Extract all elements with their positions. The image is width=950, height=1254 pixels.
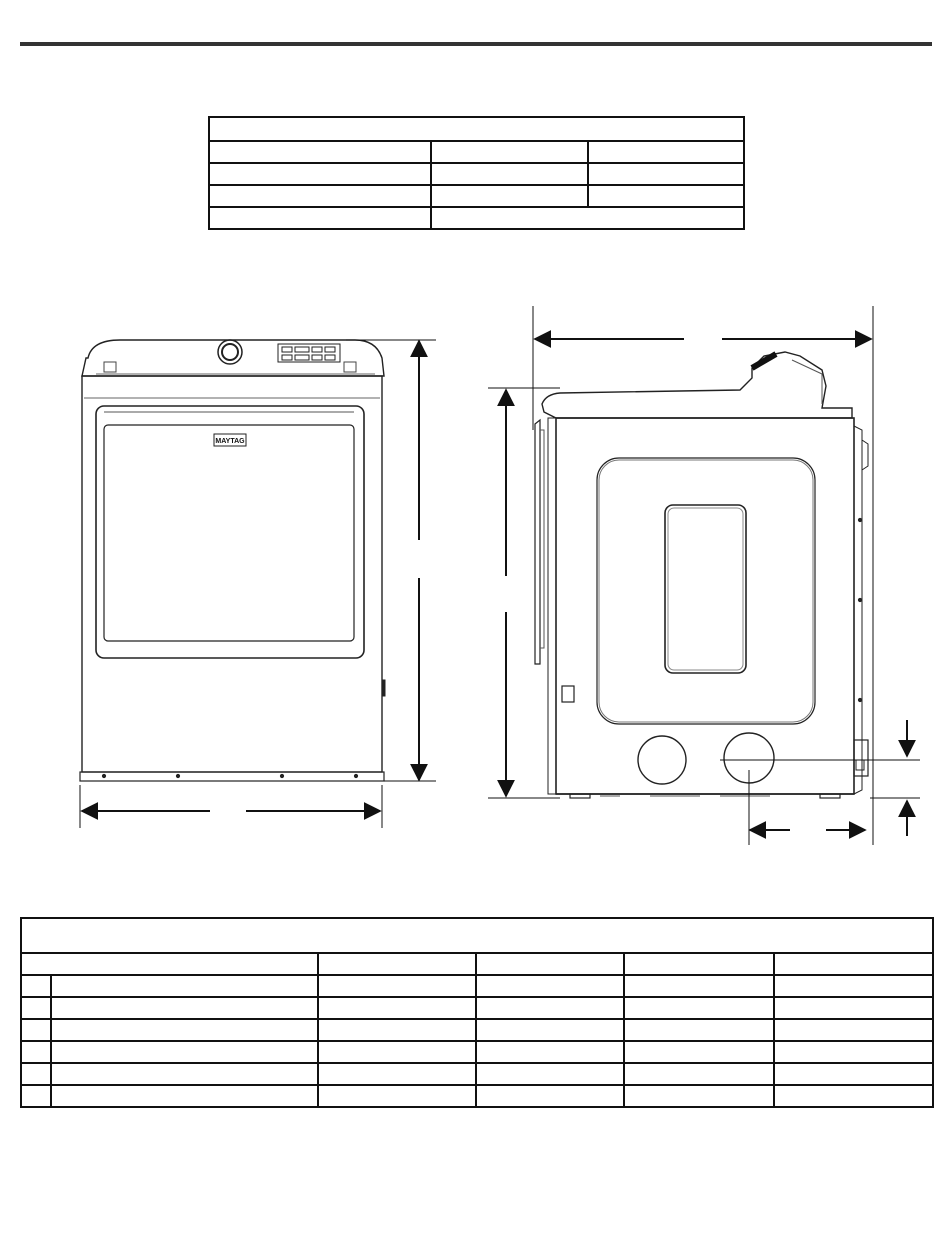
dims-cell [318, 1063, 476, 1085]
spec-table-title [209, 117, 744, 141]
dims-cell [318, 997, 476, 1019]
front-base [80, 772, 384, 781]
dims-cell [774, 975, 933, 997]
dims-cell [624, 1063, 774, 1085]
spec-cell [588, 141, 744, 163]
dims-cell [774, 1019, 933, 1041]
dims-cell [476, 1063, 624, 1085]
spec-cell [431, 163, 588, 185]
dimensions-table-title [21, 918, 933, 953]
dims-cell [318, 975, 476, 997]
table-row [21, 997, 933, 1019]
dims-cell [21, 997, 51, 1019]
dimensions-table-header [21, 953, 933, 975]
dims-header-cell [624, 953, 774, 975]
dims-cell [21, 975, 51, 997]
spec-table [208, 116, 745, 230]
dimensions-table [20, 917, 934, 1108]
spec-cell [431, 207, 744, 229]
spec-table-row [209, 185, 744, 207]
dims-cell [21, 1041, 51, 1063]
side-console [542, 352, 852, 418]
dims-header-cell [21, 953, 318, 975]
dims-cell [51, 1019, 318, 1041]
vent-opening-left-icon [638, 736, 686, 784]
dims-header-cell [476, 953, 624, 975]
dims-cell [318, 1041, 476, 1063]
table-row [21, 1085, 933, 1107]
dims-cell [624, 997, 774, 1019]
dims-cell [21, 1019, 51, 1041]
front-view-dryer [80, 340, 385, 781]
dims-cell [624, 1085, 774, 1107]
dims-cell [318, 1085, 476, 1107]
spec-table-row [209, 141, 744, 163]
spec-cell [431, 141, 588, 163]
spec-table-row [209, 163, 744, 185]
dims-cell [624, 1041, 774, 1063]
dryer-dimension-drawings [0, 290, 950, 850]
side-view-dryer [535, 352, 868, 798]
table-row [21, 975, 933, 997]
dims-header-cell [774, 953, 933, 975]
spec-cell [209, 141, 431, 163]
dims-cell [476, 1019, 624, 1041]
spec-cell [588, 185, 744, 207]
table-row [21, 1019, 933, 1041]
dims-cell [476, 1085, 624, 1107]
dims-cell [774, 1085, 933, 1107]
dims-cell [774, 997, 933, 1019]
side-cabinet [556, 418, 854, 794]
spec-cell [209, 207, 431, 229]
side-dimension-lines [488, 306, 920, 845]
control-knob-icon [218, 340, 242, 364]
dims-cell [51, 1063, 318, 1085]
table-row [21, 1041, 933, 1063]
dims-cell [318, 1019, 476, 1041]
dims-cell [51, 1041, 318, 1063]
spec-table-row [209, 207, 744, 229]
dims-cell [51, 997, 318, 1019]
spec-cell [209, 185, 431, 207]
dims-header-cell [318, 953, 476, 975]
dims-cell [476, 975, 624, 997]
dims-cell [624, 1019, 774, 1041]
dims-cell [476, 997, 624, 1019]
dims-cell [476, 1041, 624, 1063]
spec-cell [588, 163, 744, 185]
control-panel-icon [278, 344, 340, 362]
spec-cell [209, 163, 431, 185]
header-rule [20, 42, 932, 46]
dims-cell [21, 1085, 51, 1107]
side-panel-emboss [597, 458, 815, 724]
dims-cell [624, 975, 774, 997]
spec-cell [431, 185, 588, 207]
brand-badge: MAYTAG [215, 438, 245, 445]
side-panel-window [665, 505, 746, 673]
dims-cell [774, 1041, 933, 1063]
dims-cell [21, 1063, 51, 1085]
dims-cell [51, 975, 318, 997]
table-row [21, 1063, 933, 1085]
dims-cell [774, 1063, 933, 1085]
dims-cell [51, 1085, 318, 1107]
